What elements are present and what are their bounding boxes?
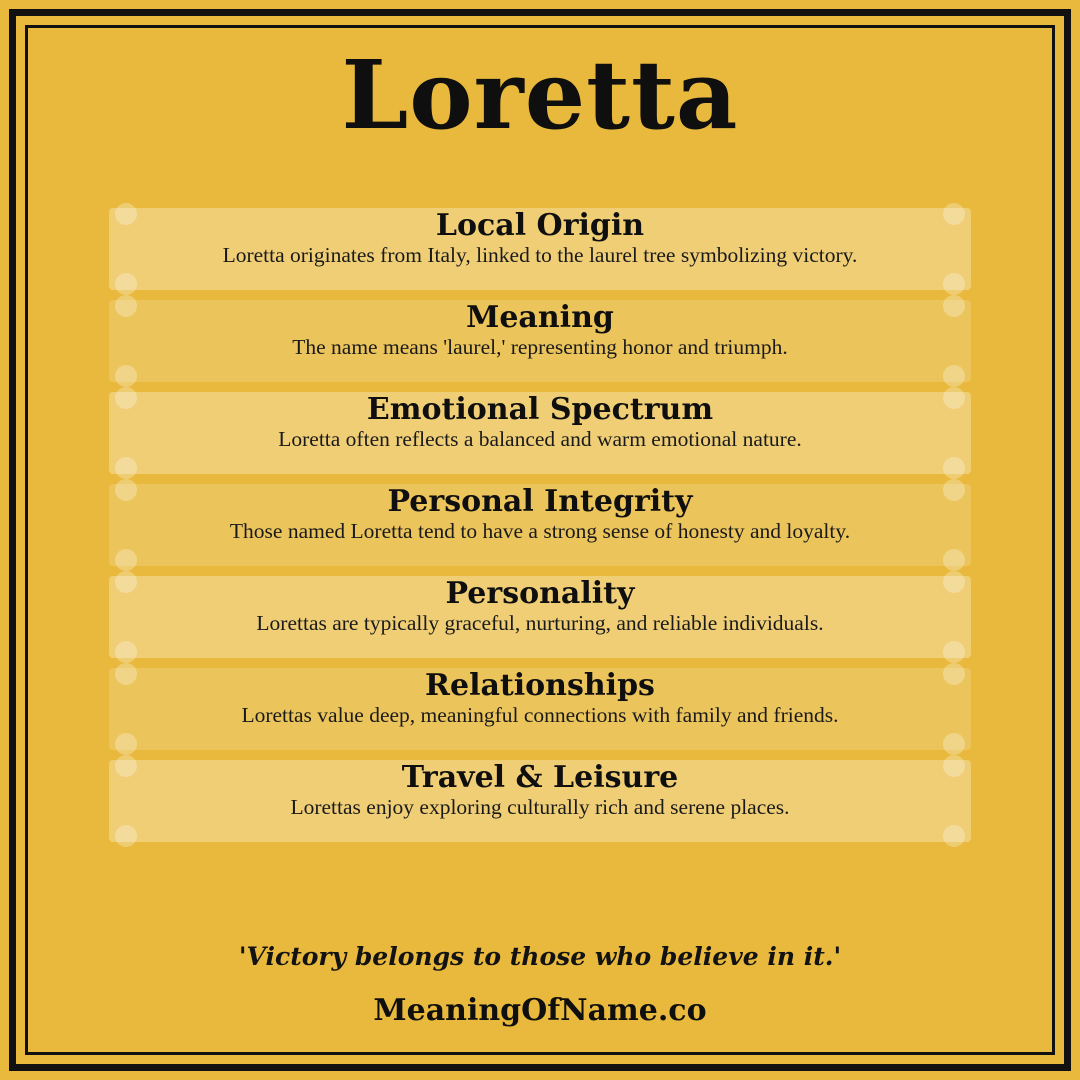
section-card — [109, 755, 971, 847]
ribbon-notch-icon — [115, 571, 137, 593]
ribbon-notch-icon — [943, 549, 965, 571]
ribbon-notch-icon — [115, 273, 137, 295]
ribbon-notch-icon — [115, 755, 137, 777]
section-card — [109, 571, 971, 663]
ribbon-notch-icon — [115, 549, 137, 571]
section-title: Personality — [445, 576, 635, 611]
section-card — [109, 663, 971, 755]
ribbon-notch-icon — [943, 825, 965, 847]
footer — [30, 942, 1050, 1050]
ribbon-notch-icon — [943, 295, 965, 317]
section-title: Relationships — [425, 668, 655, 703]
section-card — [109, 387, 971, 479]
ribbon-notch-icon — [943, 733, 965, 755]
section-description: Lorettas are typically graceful, nurturing, and reliable individuals. — [256, 610, 824, 635]
footer-quote: 'Victory belongs to those who believe in it.' — [238, 942, 842, 971]
ribbon-notch-icon — [943, 641, 965, 663]
ribbon-notch-icon — [115, 733, 137, 755]
ribbon-notch-icon — [115, 365, 137, 387]
ribbon-notch-icon — [943, 571, 965, 593]
ribbon-notch-icon — [115, 479, 137, 501]
section-description: Those named Loretta tend to have a strong sense of honesty and loyalty. — [229, 518, 851, 543]
section-card — [109, 295, 971, 387]
ribbon-notch-icon — [943, 365, 965, 387]
ribbon-notch-icon — [115, 663, 137, 685]
sections-list — [109, 203, 971, 847]
section-card — [109, 203, 971, 295]
section-title: Emotional Spectrum — [366, 392, 714, 427]
ribbon-notch-icon — [115, 387, 137, 409]
section-description: The name means 'laurel,' representing honor and triumph. — [292, 334, 788, 359]
ribbon-notch-icon — [943, 755, 965, 777]
ribbon-notch-icon — [943, 663, 965, 685]
footer-brand: MeaningOfName.co — [373, 993, 707, 1028]
ribbon-notch-icon — [115, 641, 137, 663]
section-title: Personal Integrity — [387, 484, 693, 519]
ribbon-notch-icon — [943, 273, 965, 295]
section-description: Loretta originates from Italy, linked to the laurel tree symbolizing victory. — [222, 242, 858, 267]
page-title: Loretta — [341, 40, 739, 151]
ribbon-notch-icon — [115, 457, 137, 479]
section-description: Lorettas enjoy exploring culturally rich and serene places. — [290, 794, 790, 819]
ribbon-notch-icon — [943, 203, 965, 225]
ribbon-notch-icon — [943, 457, 965, 479]
ribbon-notch-icon — [943, 479, 965, 501]
section-card — [109, 479, 971, 571]
poster-content — [30, 30, 1050, 1050]
section-description: Loretta often reflects a balanced and warm emotional nature. — [278, 426, 802, 451]
ribbon-notch-icon — [943, 387, 965, 409]
section-title: Meaning — [466, 300, 614, 335]
ribbon-notch-icon — [115, 825, 137, 847]
section-description: Lorettas value deep, meaningful connections with family and friends. — [241, 702, 839, 727]
section-title: Travel & Leisure — [401, 760, 679, 795]
ribbon-notch-icon — [115, 295, 137, 317]
ribbon-notch-icon — [115, 203, 137, 225]
section-title: Local Origin — [435, 208, 645, 243]
